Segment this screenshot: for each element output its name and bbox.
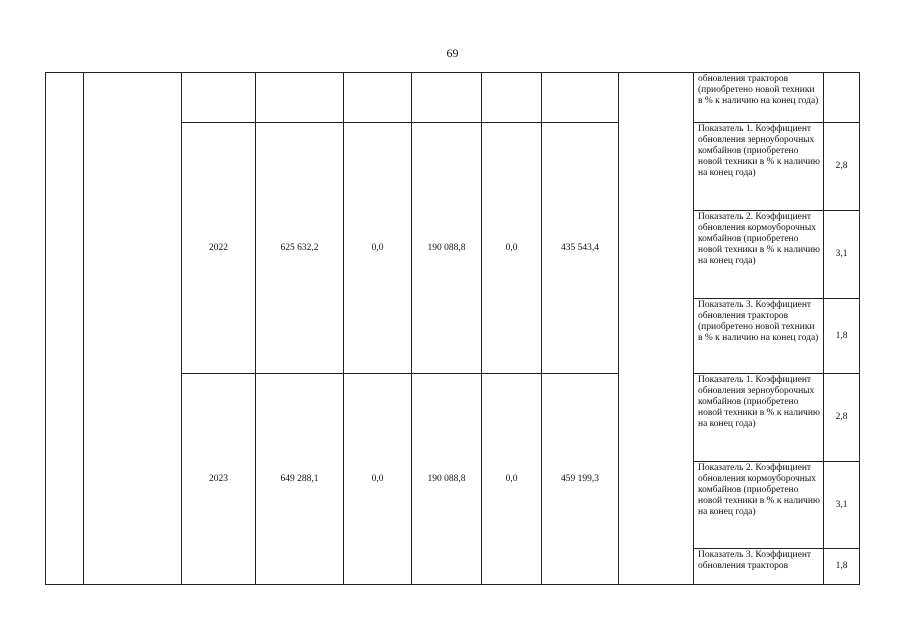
indicator-value: 3,1 bbox=[824, 462, 860, 549]
merged-cell-col-1 bbox=[46, 73, 84, 585]
funding-cell-2: 190 088,8 bbox=[412, 374, 482, 585]
funding-cell-1: 0,0 bbox=[344, 123, 412, 374]
funding-cell-4: 459 199,3 bbox=[542, 374, 619, 585]
year-cell: 2023 bbox=[182, 374, 256, 585]
funding-cell-4: 435 543,4 bbox=[542, 123, 619, 374]
funding-cell-4 bbox=[542, 73, 619, 123]
merged-cell-col-9 bbox=[619, 73, 694, 585]
total-cell: 625 632,2 bbox=[256, 123, 344, 374]
table-row bbox=[46, 73, 860, 123]
indicator-value: 1,8 bbox=[824, 299, 860, 374]
total-cell: 649 288,1 bbox=[256, 374, 344, 585]
indicator-value: 2,8 bbox=[824, 374, 860, 462]
funding-cell-1 bbox=[344, 73, 412, 123]
page-number: 69 bbox=[446, 46, 459, 60]
indicator-text: обновления тракторов (приобретено новой техники в % к наличию на конец года) bbox=[694, 73, 824, 123]
indicator-value: 1,8 bbox=[824, 549, 860, 585]
funding-cell-1: 0,0 bbox=[344, 374, 412, 585]
funding-cell-2 bbox=[412, 73, 482, 123]
year-cell bbox=[182, 73, 256, 123]
funding-cell-3 bbox=[482, 73, 542, 123]
indicator-text: Показатель 1. Коэффициент обновления зерноуборочных комбайнов (приобретено новой техники в % к наличию на конец года) bbox=[694, 374, 824, 462]
indicator-text: Показатель 2. Коэффициент обновления кормоуборочных комбайнов (приобретено новой техники в % к наличию на конец года) bbox=[694, 211, 824, 299]
total-cell bbox=[256, 73, 344, 123]
indicator-text: Показатель 3. Коэффициент обновления тракторов bbox=[694, 549, 824, 585]
funding-cell-3: 0,0 bbox=[482, 123, 542, 374]
indicator-value: 2,8 bbox=[824, 123, 860, 211]
indicator-value bbox=[824, 73, 860, 123]
indicator-text: Показатель 1. Коэффициент обновления зерноуборочных комбайнов (приобретено новой техники в % к наличию на конец года) bbox=[694, 123, 824, 211]
indicator-text: Показатель 3. Коэффициент обновления тракторов (приобретено новой техники в % к наличию на конец года) bbox=[694, 299, 824, 374]
funding-cell-3: 0,0 bbox=[482, 374, 542, 585]
funding-cell-2: 190 088,8 bbox=[412, 123, 482, 374]
indicator-text: Показатель 2. Коэффициент обновления кормоуборочных комбайнов (приобретено новой техники в % к наличию на конец года) bbox=[694, 462, 824, 549]
year-cell: 2022 bbox=[182, 123, 256, 374]
merged-cell-col-2 bbox=[84, 73, 182, 585]
program-funding-table bbox=[45, 72, 860, 585]
indicator-value: 3,1 bbox=[824, 211, 860, 299]
